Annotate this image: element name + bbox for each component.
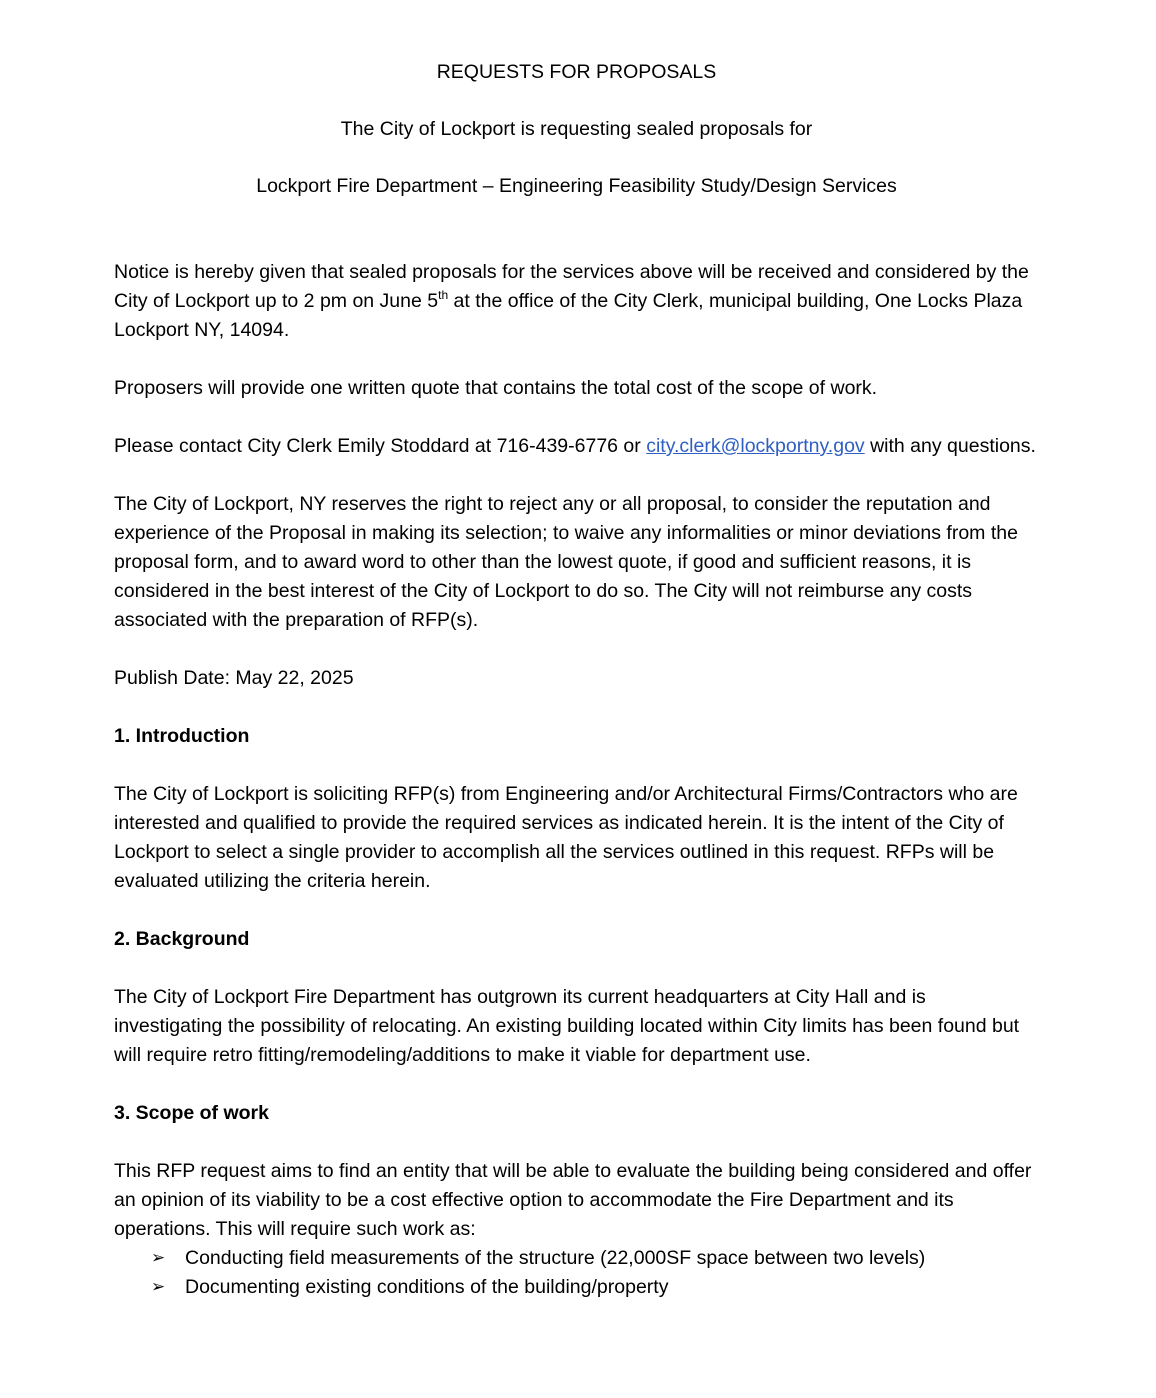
introduction-heading: 1. Introduction — [114, 725, 250, 747]
clerk-email-link[interactable]: city.clerk@lockportny.gov — [646, 435, 865, 457]
introduction-body: The City of Lockport is soliciting RFP(s) from Engineering and/or Architectural Firms/Contractors who are interested and qualified to provide the required services as indicated herein. It is the intent of the City of Lockport to select a single provider to accomplish all the services outlined in this request. RFPs will be evaluated utilizing the criteria herein. — [114, 783, 1018, 892]
publish-date: Publish Date: May 22, 2025 — [114, 667, 354, 689]
document-title: REQUESTS FOR PROPOSALS — [436, 61, 717, 83]
contact-paragraph — [114, 432, 1039, 461]
scope-body: This RFP request aims to find an entity that will be able to evaluate the building being considered and offer an opinion of its viability to be a cost effective option to accommodate the Fire Department and its operations. This will require such work as: — [114, 1160, 1032, 1240]
project-title: Lockport Fire Department – Engineering Feasibility Study/Design Services — [256, 175, 897, 197]
arrowhead-bullet-icon: ➢ — [151, 1248, 166, 1268]
arrowhead-bullet-icon: ➢ — [151, 1277, 166, 1297]
proposers-paragraph: Proposers will provide one written quote that contains the total cost of the scope of work. — [114, 377, 878, 399]
contact-text-after: with any questions. — [864, 435, 1036, 457]
scope-heading: 3. Scope of work — [114, 1102, 269, 1124]
list-item — [151, 1244, 1039, 1273]
scope-item-text: Conducting field measurements of the structure (22,000SF space between two levels) — [185, 1247, 926, 1269]
scope-item-text: Documenting existing conditions of the building/property — [185, 1276, 669, 1298]
scope-bullet-list — [114, 1244, 1039, 1302]
document-page — [114, 58, 1039, 1302]
contact-text-before: Please contact City Clerk Emily Stoddard at 716-439-6776 or — [114, 435, 647, 457]
notice-text-part2: at the office of the City Clerk, municipal building, One Locks Plaza Lockport NY, 14094. — [114, 290, 1023, 341]
notice-text-part1: Notice is hereby given that sealed proposals for the services above will be received and considered by the City of Lockport up to 2 pm on June 5 — [114, 261, 1029, 312]
notice-paragraph — [114, 258, 1039, 345]
background-body: The City of Lockport Fire Department has outgrown its current headquarters at City Hall and is investigating the possibility of relocating. An existing building located within City limits has been found but will require retro fitting/remodeling/additions to make it viable for department use. — [114, 986, 1020, 1066]
background-heading: 2. Background — [114, 928, 250, 950]
list-item — [151, 1273, 1039, 1302]
reserves-paragraph: The City of Lockport, NY reserves the right to reject any or all proposal, to consider the reputation and experience of the Proposal in making its selection; to waive any informalities or minor deviations from the proposal form, and to award word to other than the lowest quote, if good and sufficient reasons, it is considered in the best interest of the City of Lockport to do so. The City will not reimburse any costs associated with the preparation of RFP(s). — [114, 493, 1018, 631]
document-subtitle: The City of Lockport is requesting sealed proposals for — [340, 118, 813, 140]
notice-superscript: th — [438, 287, 449, 302]
